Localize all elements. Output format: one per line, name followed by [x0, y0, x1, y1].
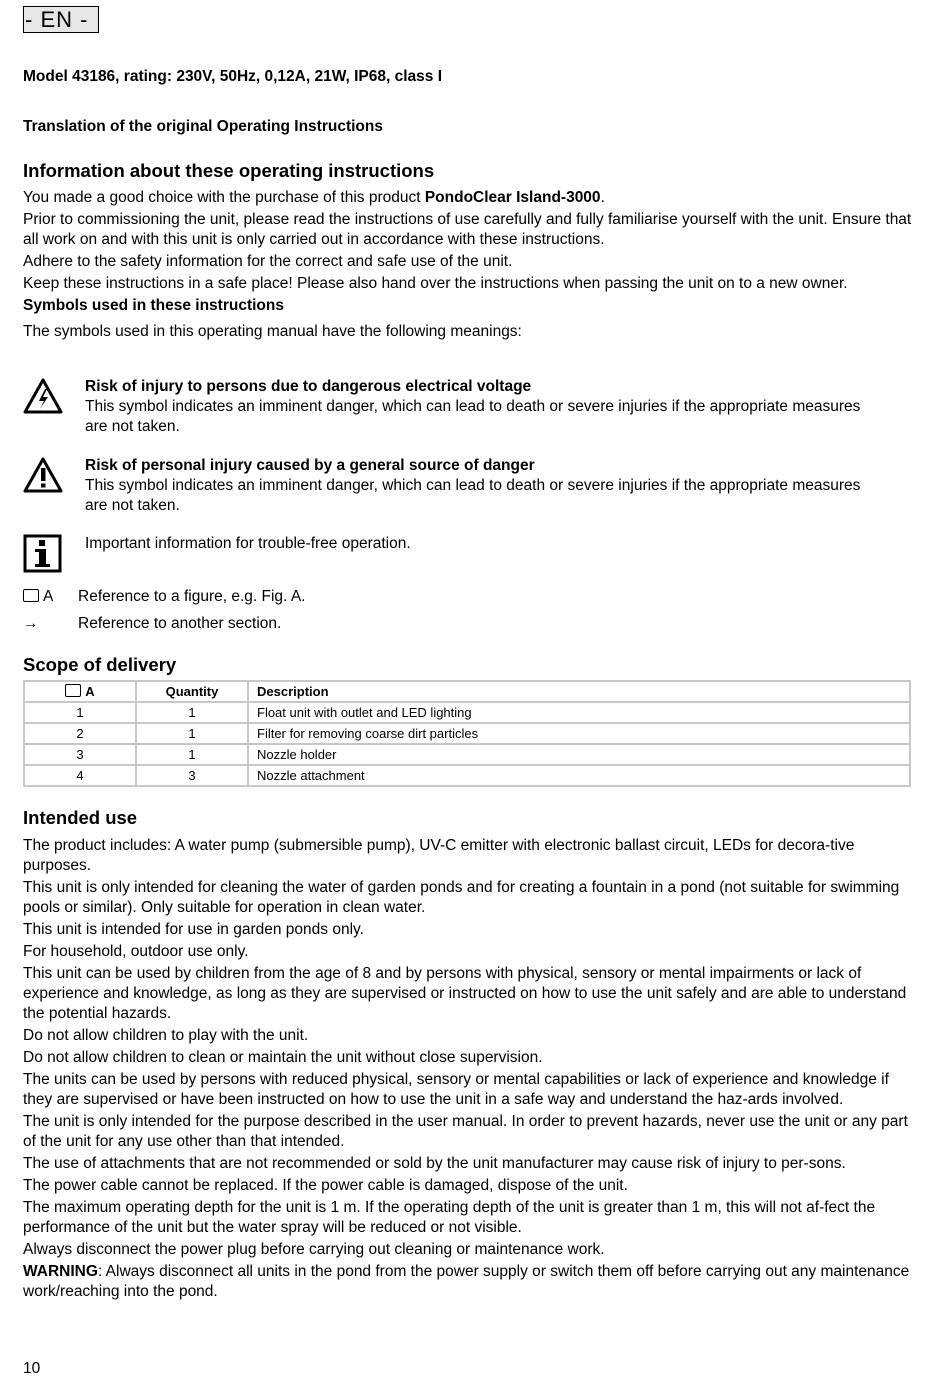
intended-use-title: Intended use	[23, 807, 138, 828]
table-row: 2 1 Filter for removing coarse dirt particles	[24, 723, 910, 744]
symbol-title: Risk of injury to persons due to dangerous electrical voltage	[85, 378, 532, 395]
info-section-title: Information about these operating instructions	[23, 160, 435, 181]
table-row: 4 3 Nozzle attachment	[24, 765, 910, 786]
use-paragraph: This unit is only intended for cleaning the water of garden ponds and for creating a fountain in a pond (not suitable for swimming pools or similar). Only suitable for operation in clean water.	[23, 879, 900, 916]
product-name: PondoClear Island-3000	[424, 189, 601, 206]
use-paragraph: Do not allow children to play with the unit.	[23, 1027, 309, 1044]
col-header-quantity: Quantity	[136, 681, 248, 702]
use-paragraph: This unit is intended for use in garden ponds only.	[23, 921, 364, 938]
intended-use-body	[23, 836, 913, 1304]
scope-title: Scope of delivery	[23, 654, 177, 675]
use-paragraph: Always disconnect the power plug before carrying out cleaning or maintenance work.	[23, 1241, 605, 1258]
electrical-warning-icon	[23, 377, 65, 419]
info-paragraph: Prior to commissioning the unit, please read the instructions of use carefully and fully familiarise yourself with the unit. Ensure that all work on and with this unit is only carried out in accordance with these instructions.	[23, 211, 912, 248]
translation-note: Translation of the original Operating Instructions	[23, 118, 383, 135]
table-row: 1 1 Float unit with outlet and LED lighting	[24, 702, 910, 723]
warning-label: WARNING	[23, 1263, 98, 1280]
info-section-body	[23, 188, 913, 344]
page-number: 10	[23, 1360, 41, 1377]
info-paragraph: Keep these instructions in a safe place! Please also hand over the instructions when passing the unit on to a new owner.	[23, 275, 848, 292]
use-paragraph: For household, outdoor use only.	[23, 943, 249, 960]
warning-paragraph: WARNING: Always disconnect all units in the pond from the power supply or switch them off before carrying out any maintenance work/reaching into the pond.	[23, 1263, 910, 1300]
general-warning-icon	[23, 456, 65, 498]
figure-box-icon	[23, 589, 39, 602]
info-paragraph: Adhere to the safety information for the correct and safe use of the unit.	[23, 253, 513, 270]
symbol-description: This symbol indicates an imminent danger, which can lead to death or severe injuries if the appropriate measures are not taken.	[85, 477, 861, 514]
model-rating-line: Model 43186, rating: 230V, 50Hz, 0,12A, 21W, IP68, class I	[23, 68, 443, 85]
use-paragraph: The product includes: A water pump (submersible pump), UV-C emitter with electronic ballast circuit, LEDs for decora-tive purposes.	[23, 837, 855, 874]
use-paragraph: The power cable cannot be replaced. If the power cable is damaged, dispose of the unit.	[23, 1177, 628, 1194]
use-paragraph: The maximum operating depth for the unit is 1 m. If the operating depth of the unit is greater than 1 m, this will not af-fect the performance of the unit but the water spray will be reduced or not visible.	[23, 1199, 876, 1236]
figure-box-icon	[65, 684, 81, 697]
use-paragraph: The unit is only intended for the purpose described in the user manual. In order to prevent hazards, never use the unit or any part of the unit for any use other than that intended.	[23, 1113, 908, 1150]
info-paragraph: You made a good choice with the purchase of this product PondoClear Island-3000.	[23, 189, 605, 206]
symbols-heading: Symbols used in these instructions	[23, 297, 284, 314]
language-label: - EN -	[23, 6, 99, 33]
arrow-right-icon: →	[23, 615, 39, 632]
info-icon	[23, 534, 65, 576]
use-paragraph: The units can be used by persons with reduced physical, sensory or mental capabilities or lack of experience and knowledge if they are supervised or have been instructed on how to use the unit in a safe way and understand the haz-ards involved.	[23, 1071, 889, 1108]
col-header-description: Description	[248, 681, 910, 702]
table-row: 3 1 Nozzle holder	[24, 744, 910, 765]
table-header-row	[24, 681, 910, 702]
symbol-title: Risk of personal injury caused by a general source of danger	[85, 457, 535, 474]
scope-table	[23, 680, 911, 787]
symbol-description: Important information for trouble-free operation.	[85, 535, 411, 552]
symbol-description: This symbol indicates an imminent danger, which can lead to death or severe injuries if the appropriate measures are not taken.	[85, 398, 861, 435]
reference-text: Reference to a figure, e.g. Fig. A.	[78, 588, 306, 605]
symbols-intro: The symbols used in this operating manual have the following meanings:	[23, 323, 522, 340]
use-paragraph: Do not allow children to clean or maintain the unit without close supervision.	[23, 1049, 543, 1066]
col-header-figure: A	[24, 681, 136, 702]
reference-text: Reference to another section.	[78, 615, 282, 632]
use-paragraph: This unit can be used by children from the age of 8 and by persons with physical, sensory or mental impairments or lack of experience and knowledge, as long as they are supervised or instructed on how to use the unit safely and are able to understand the potential hazards.	[23, 965, 907, 1022]
use-paragraph: The use of attachments that are not recommended or sold by the unit manufacturer may cause risk of injury to per-sons.	[23, 1155, 846, 1172]
